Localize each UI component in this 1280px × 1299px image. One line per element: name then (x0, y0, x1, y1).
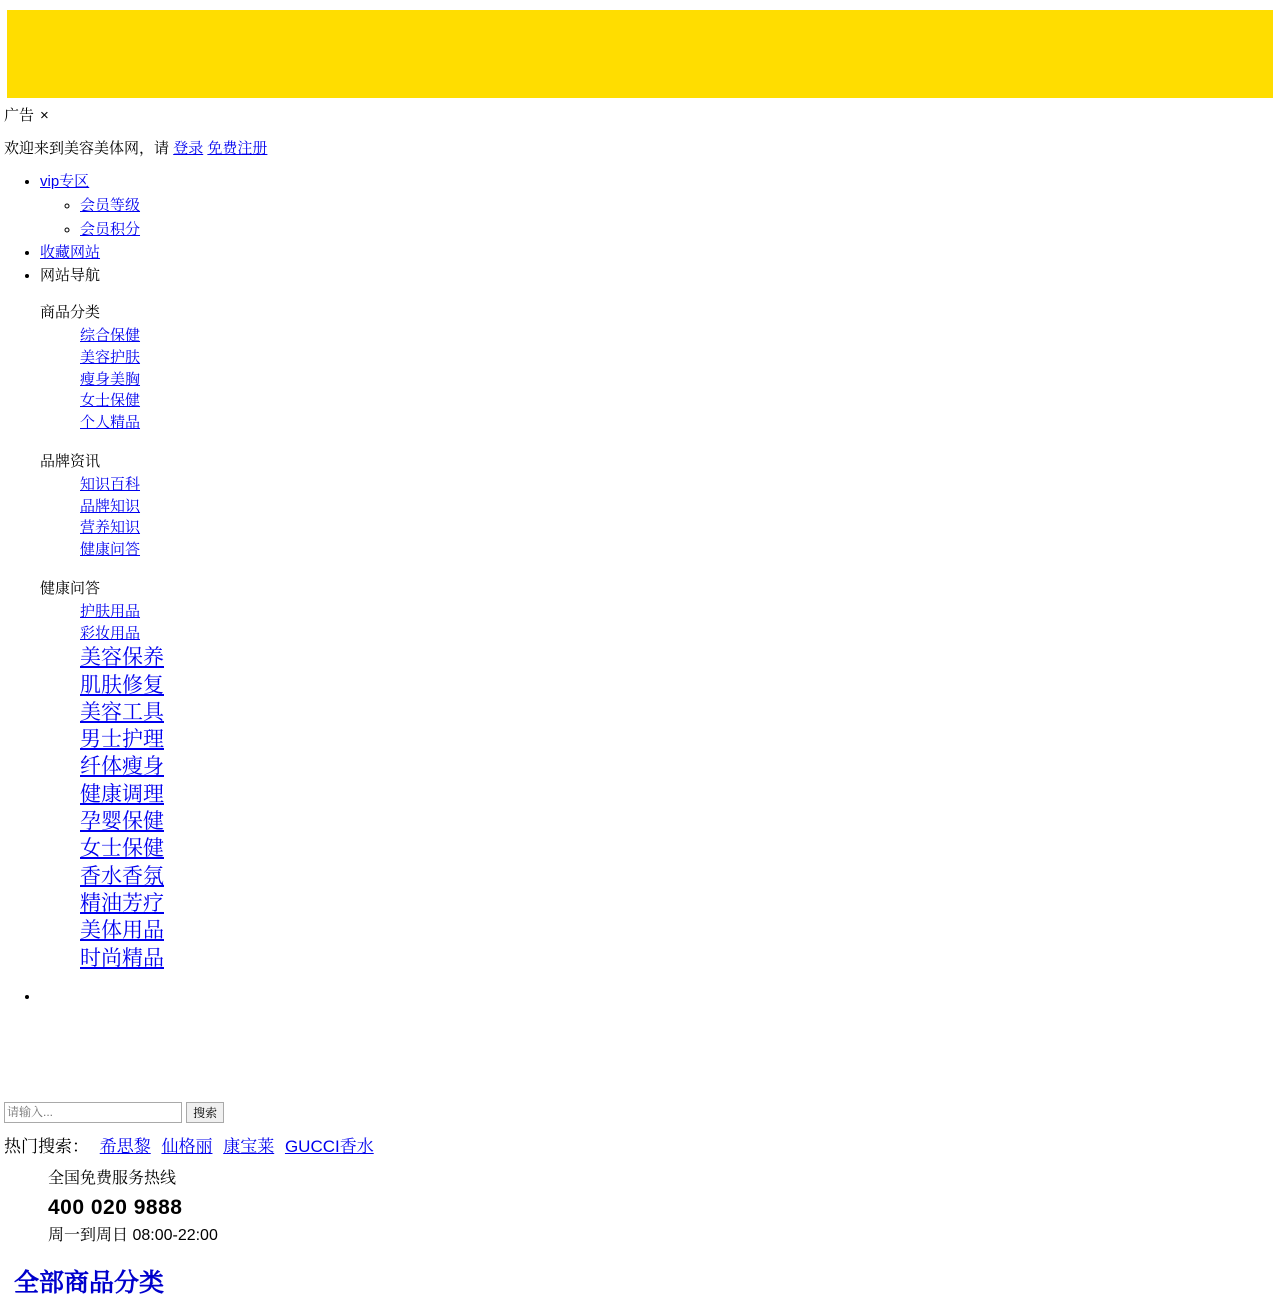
hotline-title: 全国免费服务热线 (48, 1169, 177, 1187)
search-button[interactable]: 搜索 (186, 1102, 224, 1123)
nav-group-products (40, 301, 1280, 434)
nav-group-brandnews (40, 450, 1280, 561)
nav-group-links (40, 474, 1280, 561)
register-link[interactable]: 免费注册 (207, 140, 268, 157)
hot-search-row (0, 1132, 1280, 1157)
nav-item-favorite (40, 241, 1280, 262)
nav-link-xiangshuixiangfen[interactable]: 香水香氛 (80, 864, 164, 888)
nav-item-sitenav (40, 264, 1280, 972)
nav-item-empty (40, 988, 1280, 1088)
member-level-link[interactable]: 会员等级 (80, 197, 141, 214)
nav-group-links (40, 601, 1280, 972)
vip-zone-link[interactable]: vip专区 (40, 173, 90, 190)
login-link[interactable]: 登录 (173, 140, 204, 157)
hot-search-item-3[interactable]: 康宝莱 (223, 1136, 275, 1156)
ad-banner[interactable] (7, 10, 1273, 98)
nav-group-healthqa (40, 577, 1280, 972)
ad-label-text: 广告 (4, 107, 35, 124)
nav-link-nvshibaojian[interactable]: 女士保健 (80, 392, 141, 410)
nav-link-hufuyongpin[interactable]: 护肤用品 (80, 602, 141, 620)
nav-link-caizhuangyongpin[interactable]: 彩妆用品 (80, 624, 141, 642)
hotline-hours: 周一到周日 08:00-22:00 (48, 1227, 218, 1245)
nav-group-title: 品牌资讯 (40, 452, 101, 470)
nav-link-pinpaizhishi[interactable]: 品牌知识 (80, 497, 141, 515)
nav-link-zhishibaike[interactable]: 知识百科 (80, 475, 141, 493)
nav-link-shishangjingpin[interactable]: 时尚精品 (80, 946, 164, 970)
hot-search-item-2[interactable]: 仙格丽 (161, 1136, 213, 1156)
service-hotline (0, 1167, 1280, 1249)
top-nav-list (0, 170, 1280, 1088)
hotline-number: 400 020 9888 (48, 1195, 183, 1219)
nav-link-yingyangzhishi[interactable]: 营养知识 (80, 519, 141, 537)
nav-link-meirongbaoyang[interactable]: 美容保养 (80, 646, 164, 670)
nav-link-jiankangwenda[interactable]: 健康问答 (80, 541, 141, 558)
nav-link-xiantishoushen[interactable]: 纤体瘦身 (80, 755, 164, 779)
welcome-text: 欢迎来到美容美体网，请 (4, 140, 170, 157)
all-categories-title[interactable]: 全部商品分类 (14, 1268, 165, 1297)
list-item (80, 218, 1280, 239)
search-bar (0, 1102, 1280, 1123)
nav-link-shoushenmeixiong[interactable]: 瘦身美胸 (80, 370, 141, 388)
nav-link-jingyoufangliao[interactable]: 精油芳疗 (80, 891, 164, 915)
hot-search-label: 热门搜索： (4, 1136, 89, 1156)
close-icon[interactable]: × (40, 107, 49, 124)
nav-group-links (40, 325, 1280, 434)
site-nav-label: 网站导航 (40, 267, 101, 284)
nav-link-zonghebaojian[interactable]: 综合保健 (80, 327, 141, 344)
member-points-link[interactable]: 会员积分 (80, 221, 141, 238)
vip-submenu (40, 194, 1280, 239)
nav-link-gerenjingpin[interactable]: 个人精品 (80, 414, 141, 431)
nav-link-meironggongju[interactable]: 美容工具 (80, 700, 164, 724)
list-item (80, 194, 1280, 215)
nav-link-yunyingbaojian[interactable]: 孕婴保健 (80, 810, 164, 834)
favorite-site-link[interactable]: 收藏网站 (40, 244, 101, 261)
hot-search-item-1[interactable]: 希思黎 (99, 1136, 151, 1156)
nav-link-nvshibaojian[interactable]: 女士保健 (80, 837, 164, 861)
ad-label-row (0, 98, 1280, 125)
nav-link-meitiyongpin[interactable]: 美体用品 (80, 919, 164, 943)
search-input[interactable] (4, 1102, 182, 1123)
nav-link-meironghufu[interactable]: 美容护肤 (80, 348, 141, 366)
nav-group-title: 健康问答 (40, 579, 101, 597)
nav-item-vip (40, 170, 1280, 239)
hot-search-item-4[interactable]: GUCCI香水 (284, 1136, 374, 1156)
nav-link-jiankangtiaoli[interactable]: 健康调理 (80, 782, 164, 806)
nav-link-jifuxiufu[interactable]: 肌肤修复 (80, 673, 164, 697)
welcome-bar (0, 125, 1280, 158)
nav-group-title: 商品分类 (40, 304, 101, 321)
nav-link-nanshihuli[interactable]: 男士护理 (80, 728, 164, 752)
